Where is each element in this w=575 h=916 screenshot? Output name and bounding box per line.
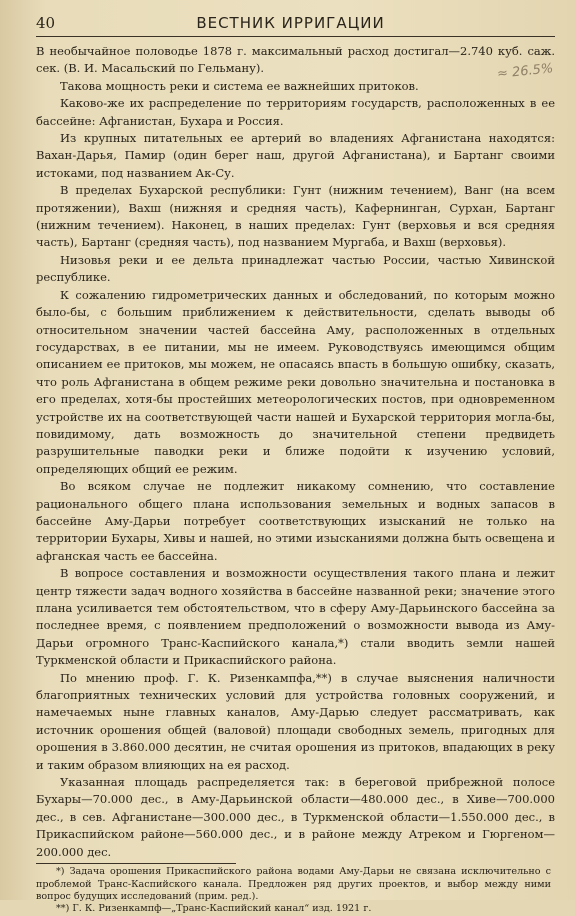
body-text	[36, 43, 555, 861]
paragraph: По мнению проф. Г. К. Ризенкампфа,**) в случае выяснения наличности благоприятных технических условий для устройства головных сооружений, и намечаемых ныне главных каналов, Аму-Дарью следует рассматривать, как источник орошения общей (валовой) площади свободных земель, пригодных для орошения в 3.860.000 десятин, не считая орошения из притоков, впадающих в реку и таким образом влияющих на ея расход.	[36, 670, 555, 772]
paragraph: В вопросе составления и возможности осуществления такого плана и лежит центр тяжести задач водного хозяйства в бассейне названной реки; значение этого плана усиливается тем обстоятельством, что в сферу Аму-Дарьинского бассейна за последнее время, с появлением предположений о возможности вывода из Аму-Дарьи огромного Транс-Каспийского канала,*) стали вводить земли нашей Туркменской области и Прикаспийского района.	[36, 566, 555, 668]
page-header	[36, 14, 555, 37]
paragraph: Низовья реки и ее дельта принадлежат частью России, частью Хивинской республике.	[36, 252, 555, 285]
paragraph: К сожалению гидрометрических данных и обследований, по которым можно было-бы, с большим приближением к действительности, сделать выводы об относительном значении частей бассейна Аму, расположенных в отдельных государствах, в ее питании, мы не имеем. Руководствуясь имеющимся общим описанием ее притоков, мы можем, не опасаясь впасть в большую ошибку, сказать, что роль Афганистана в общем режиме реки довольно значительна и постановка в его пределах, хотя-бы простейших метеорологических постов, при одновременном устройстве их на соответствующей части нашей и Бухарской территория могла-бы, повидимому, дать возможность до значительной степени предвидеть разрушительные паводки реки и ближе подойти к изучению условий, определяющих общий ее режим.	[36, 287, 555, 476]
footnotes	[36, 866, 551, 916]
paragraph: В необычайное половодье 1878 г. максимальный расход достигал—2.740 куб. саж. сек. (В. И. Масальский по Гельману).	[36, 44, 555, 76]
paragraph: Во всяком случае не подлежит никакому сомнению, что составление рационального общего плана использования земельных и водных запасов в бассейне Аму-Дарьи потребует соответствующих изысканий не только на территории Бухары, Хивы и нашей, но этими изысканиями должна быть освещена и афганская часть ее бассейна.	[36, 479, 555, 563]
paragraph: В пределах Бухарской республики: Гунт (нижним течением), Ванг (на всем протяжении), Вахш (нижняя и средняя часть), Кафернинган, Сурхан, Бартанг (нижним течением). Наконец, в наших пределах: Гунт (верховья и вся средняя часть), Бартанг (средняя часть), под названием Мургаба, и Вахш (верховья).	[36, 183, 555, 250]
paragraph: Каково-же их распределение по территориям государств, расположенных в ее бассейне: Афганистан, Бухара и Россия.	[36, 96, 555, 128]
footnote: **) Г. К. Ризенкампф—„Транс-Каспийский канал“ изд. 1921 г.	[56, 903, 372, 915]
paragraph: Из крупных питательных ее артерий во владениях Афганистана находятся: Вахан-Дарья, Памир (один берег наш, другой Афганистана), и Бартанг своими истоками, под названием Ак-Су.	[36, 131, 555, 180]
running-head: ВЕСТНИК ИРРИГАЦИИ	[196, 14, 385, 32]
footnote-rule	[36, 863, 236, 864]
footnote: *) Задача орошения Прикаспийского района водами Аму-Дарьи не связана исключительно с проблемой Транс-Каспийского канала. Предложен ряд других проектов, и выбор между ними вопрос будущих исследований (прим. ред.).	[36, 866, 551, 902]
paragraph: Указанная площадь распределяется так: в береговой прибрежной полосе Бухары—70.000 дес., в Аму-Дарьинской области—480.000 дес., в Хиве—700.000 дес., в сев. Афганистане—300.000 дес., в Туркменской области—1.550.000 дес., в Прикаспийском районе—560.000 дес., и в районе между Атреком и Гюргеном—200.000 дес.	[36, 775, 555, 859]
handwritten-margin-note: ≈ 26.5%	[496, 61, 554, 82]
page-number: 40	[36, 14, 56, 32]
paragraph: Такова мощность реки и система ее важнейших притоков.	[60, 78, 419, 93]
